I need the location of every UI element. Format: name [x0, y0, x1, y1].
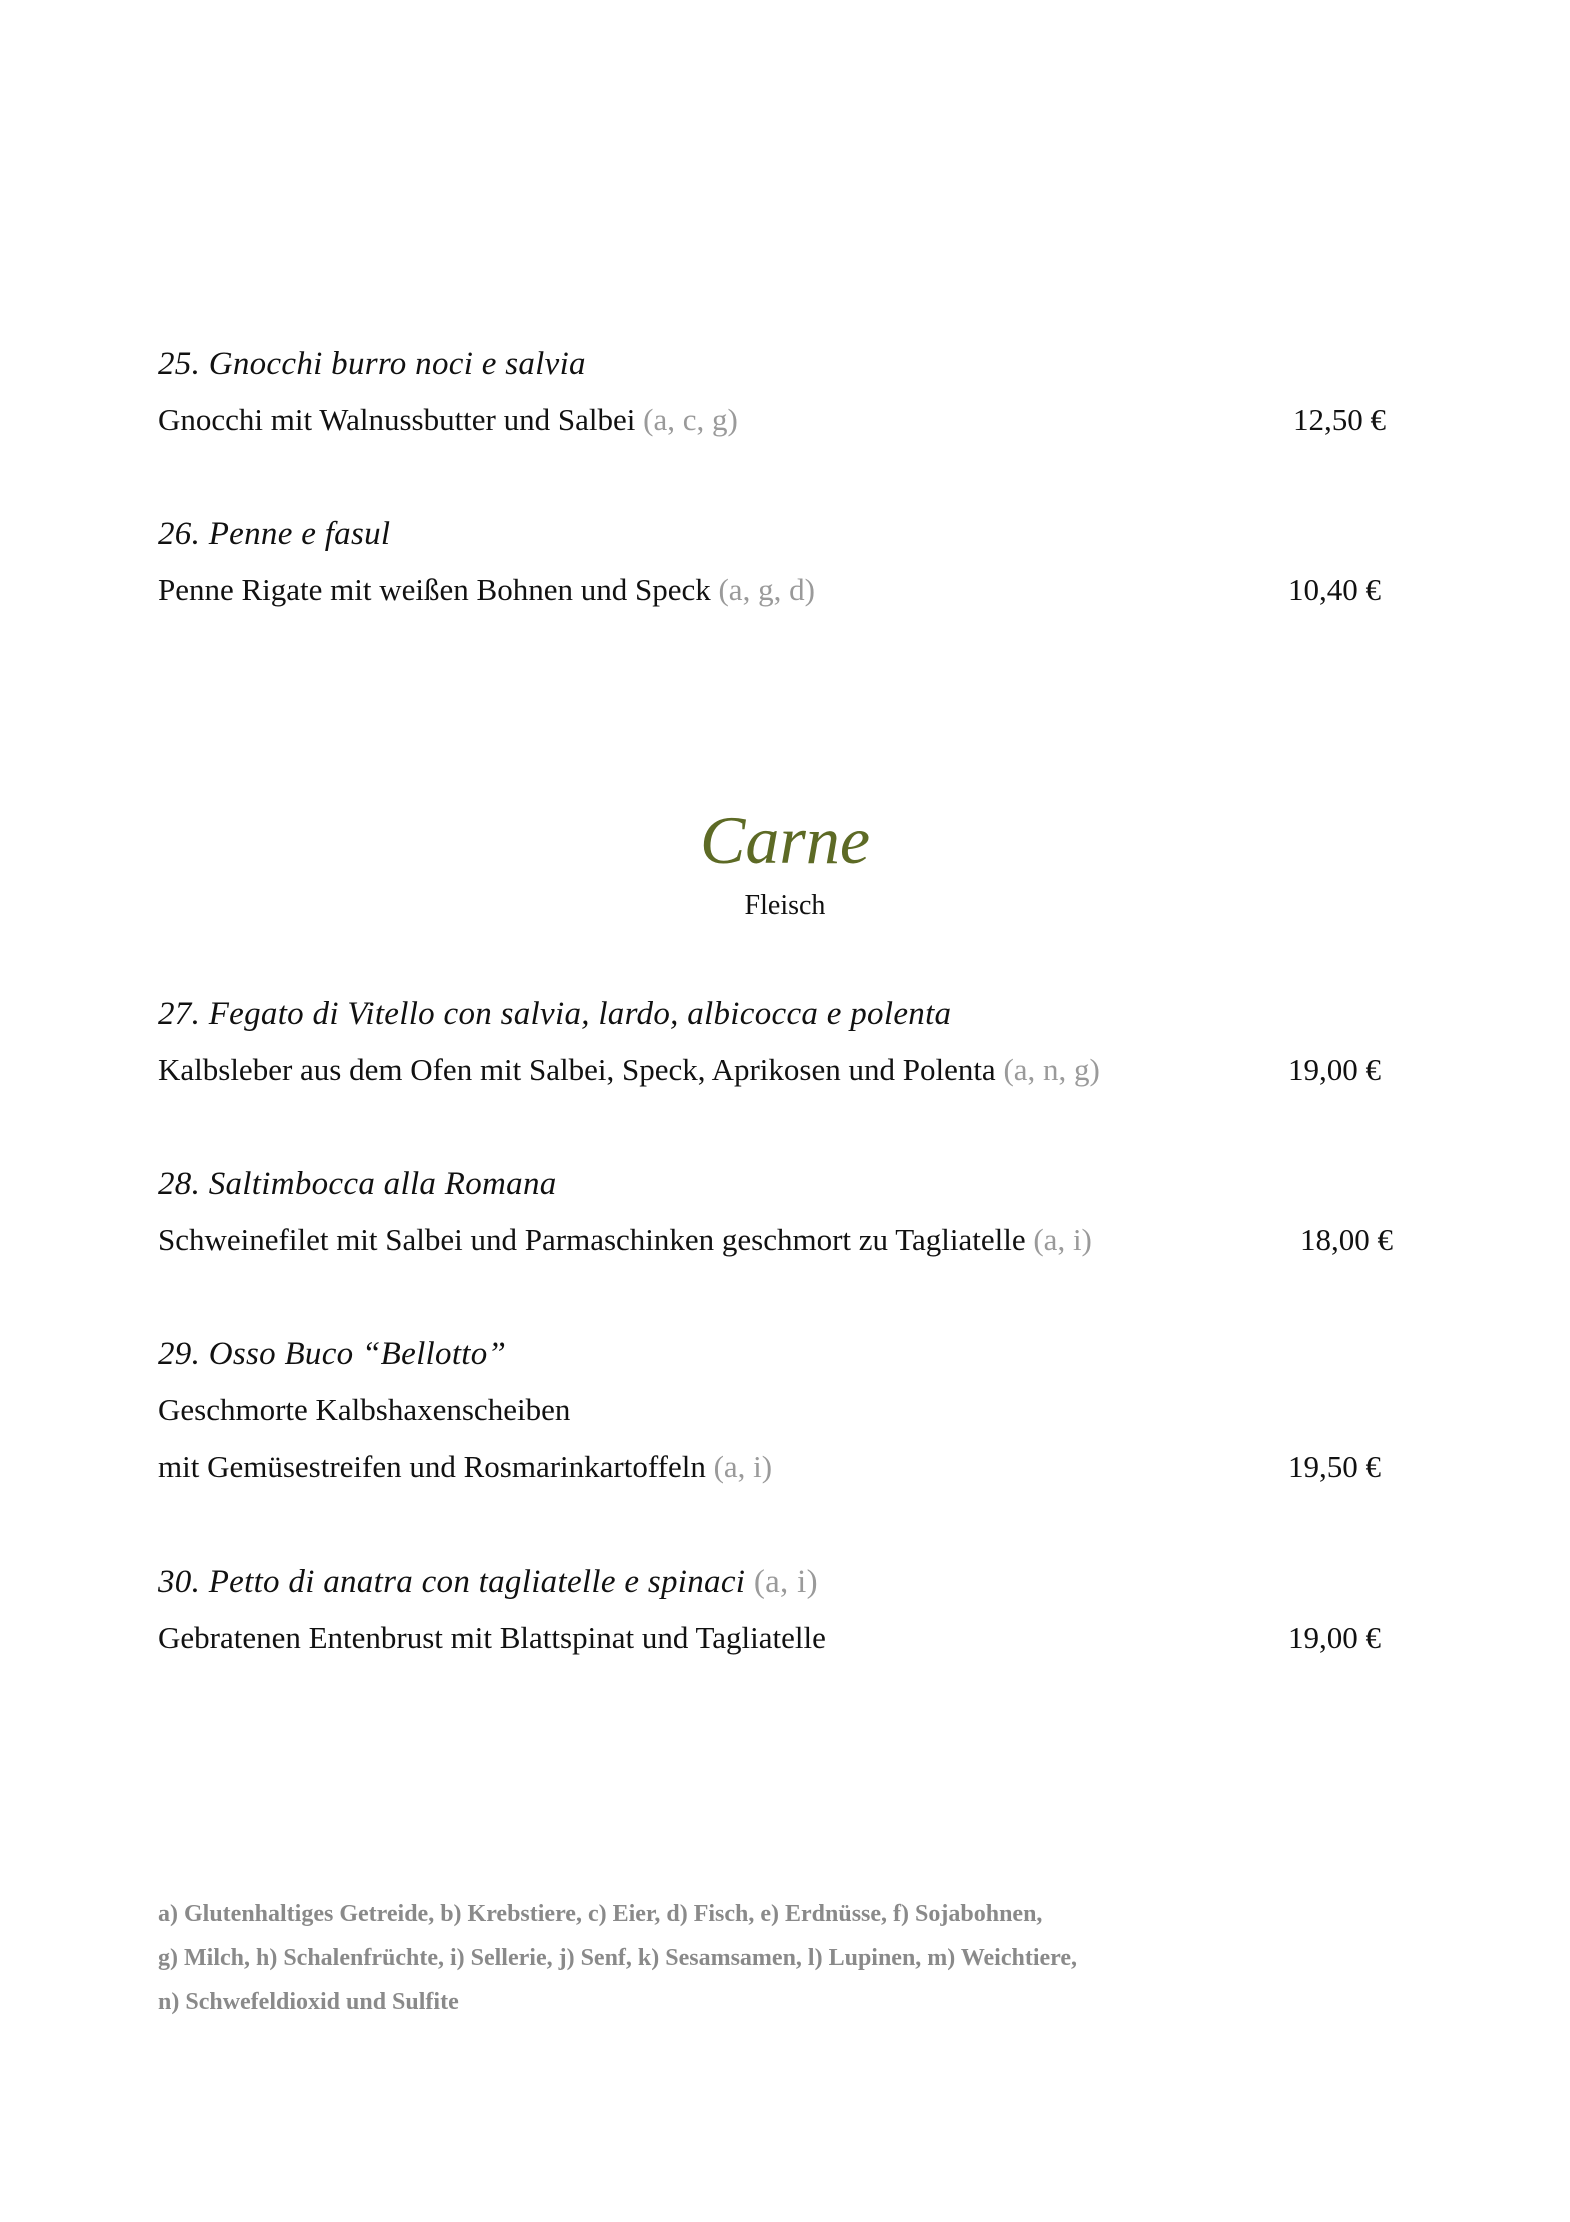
- item-allergens: (a, i): [1033, 1222, 1092, 1257]
- item-description-line: [158, 399, 1418, 441]
- item-price: 10,40 €: [1288, 572, 1381, 607]
- menu-item-26: [158, 512, 1418, 611]
- item-description: Kalbsleber aus dem Ofen mit Salbei, Speck, Aprikosen und Polenta: [158, 1052, 996, 1087]
- item-description: Gnocchi mit Walnussbutter und Salbei: [158, 402, 636, 437]
- item-price: 12,50 €: [1293, 402, 1386, 437]
- item-description: Penne Rigate mit weißen Bohnen und Speck: [158, 572, 711, 607]
- item-title: 26. Penne e fasul: [158, 516, 391, 552]
- item-description-line: [158, 1389, 1418, 1431]
- section-title: Carne: [700, 802, 870, 878]
- item-price: 18,00 €: [1300, 1222, 1393, 1257]
- item-title: 29. Osso Buco “Bellotto”: [158, 1336, 507, 1372]
- item-description: Geschmorte Kalbshaxenscheiben: [158, 1392, 571, 1427]
- item-description-line: [158, 1446, 1418, 1488]
- menu-item-29: [158, 1332, 1418, 1488]
- section-subtitle: Fleisch: [744, 890, 826, 921]
- item-description-line: [158, 1617, 1418, 1659]
- item-description-line: [158, 1049, 1418, 1091]
- allergen-legend-line: n) Schwefeldioxid und Sulfite: [158, 1989, 459, 2015]
- item-title: 25. Gnocchi burro noci e salvia: [158, 346, 586, 382]
- item-description-line: [158, 569, 1418, 611]
- allergen-legend-line: a) Glutenhaltiges Getreide, b) Krebstiere, c) Eier, d) Fisch, e) Erdnüsse, f) Sojabohnen,: [158, 1901, 1043, 1927]
- item-allergens: (a, n, g): [1003, 1052, 1100, 1087]
- menu-item-30: [158, 1560, 1418, 1659]
- allergen-legend: [158, 1892, 1358, 2024]
- allergen-legend-line: g) Milch, h) Schalenfrüchte, i) Sellerie, j) Senf, k) Sesamsamen, l) Lupinen, m) Weichtiere,: [158, 1945, 1078, 1971]
- item-description: Gebratenen Entenbrust mit Blattspinat und Tagliatelle: [158, 1620, 826, 1655]
- item-allergens: (a, i): [713, 1449, 773, 1484]
- item-description: mit Gemüsestreifen und Rosmarinkartoffeln: [158, 1449, 706, 1484]
- item-price: 19,00 €: [1288, 1052, 1381, 1087]
- item-allergens: (a, c, g): [643, 402, 738, 437]
- item-title: 30. Petto di anatra con tagliatelle e spinaci: [158, 1564, 746, 1600]
- item-price: 19,50 €: [1288, 1449, 1381, 1484]
- item-allergens: (a, g, d): [718, 572, 815, 607]
- menu-item-25: [158, 342, 1418, 441]
- item-description: Schweinefilet mit Salbei und Parmaschinken geschmort zu Tagliatelle: [158, 1222, 1026, 1257]
- item-title-line: [158, 1560, 1418, 1604]
- menu-item-28: [158, 1162, 1418, 1261]
- item-description-line: [158, 1219, 1418, 1261]
- item-price: 19,00 €: [1288, 1620, 1381, 1655]
- menu-item-27: [158, 992, 1418, 1091]
- item-title: 28. Saltimbocca alla Romana: [158, 1166, 557, 1202]
- item-allergens: (a, i): [753, 1564, 818, 1600]
- item-title: 27. Fegato di Vitello con salvia, lardo, albicocca e polenta: [158, 996, 952, 1032]
